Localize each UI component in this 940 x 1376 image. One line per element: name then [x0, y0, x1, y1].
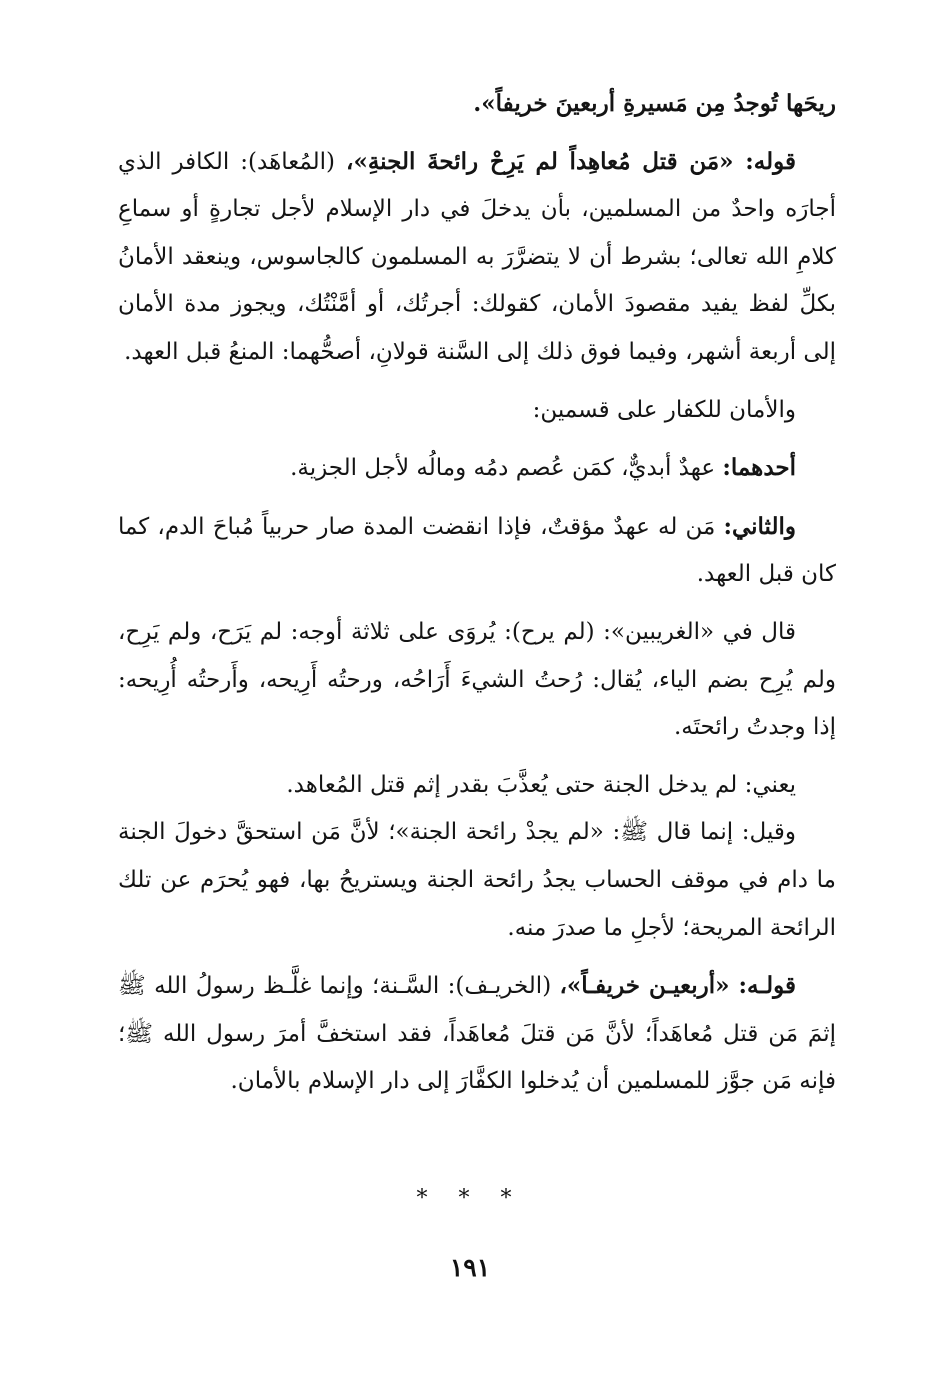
- section-divider: * * *: [416, 1186, 524, 1211]
- page-number: ١٩١: [449, 1253, 491, 1282]
- paragraph-text: والأمان للكفار على قسمين:: [532, 396, 796, 423]
- paragraph-text: عهدٌ أبديٌّ، كمَن عُصم دمُه ومالُه لأجل الجزية.: [290, 455, 723, 482]
- paragraph-first-type: [118, 444, 836, 493]
- paragraph-text: يعني: لم يدخل الجنة حتى يُعذَّبَ بقدر إثم قتل المُعاهد.: [286, 771, 796, 798]
- paragraph-lead: قوله: «مَن قتل مُعاهِداً لم يَرِحْ رائحةَ الجنةِ»،: [346, 147, 796, 175]
- paragraph-forty-autumns: [118, 962, 836, 1106]
- paragraph-hadith-end: [118, 80, 836, 128]
- paragraph-gharibayn-quote: [118, 609, 836, 752]
- page-body: [118, 80, 836, 1106]
- paragraph-lead: أحدهما:: [722, 454, 796, 482]
- paragraph-text: (المُعاهَد): الكافر الذي أجارَه واحدٌ من المسلمين، بأن يدخلَ في دار الإسلام لأجل تجارةٍ أو سماعِ كلامِ الله تعالى؛ بشرط أن لا يتضرَّرَ به المسلمون كالجاسوس، وينعقد الأمانُ بكلِّ لفظ يفيد مقصودَ الأمان، كقولك: أجرتُك، أو أمَّنْتُك، ويجوز مدة الأمان إلى أربعة أشهر، وفيما فوق ذلك إلى السَّنة قولانِ، أصحُّهما: المنعُ قبل العهد.: [118, 148, 836, 365]
- paragraph-text: مَن له عهدٌ مؤقتٌ، فإذا انقضت المدة صار حربياً مُباحَ الدم، كما كان قبل العهد.: [118, 513, 836, 588]
- paragraph-lead: قولـه: «أربعيـن خريفـاً»،: [559, 972, 796, 1000]
- paragraph-meaning: [118, 762, 836, 810]
- paragraph-text: ريحَها تُوجدُ مِن مَسيرةِ أربعينَ خريفاً».: [473, 90, 836, 117]
- paragraph-second-type: [118, 503, 836, 599]
- paragraph-text: (الخريـف): السَّـنة؛ وإنما غلَّـظ رسولُ الله ﷺ إثمَ مَن قتل مُعاهَداً؛ لأنَّ مَن قتلَ مُعاهَداً، فقد استخفَّ أمرَ رسول الله ﷺ؛ فإنه مَن جوَّز للمسلمين أن يُدخلوا الكفَّارَ إلى دار الإسلام بالأمان.: [118, 973, 836, 1095]
- paragraph-text: وقيل: إنما قال ﷺ: «لم يجدْ رائحة الجنة»؛ لأنَّ مَن استحقَّ دخولَ الجنة ما دام في موقف الحساب يجدُ رائحة الجنة ويستريحُ بها، فهو يُحرَم عن تلك الرائحة المريحة؛ لأجلِ ما صدرَ منه.: [118, 819, 836, 941]
- paragraph-text: قال في «الغريبين»: (لم يرح): يُروَى على ثلاثة أوجه: لم يَرَح، ولم يَرِح، ولم يُرِح بضم الياء، يُقال: رُحتُ الشيءَ أَرَاحُه، ورحتُه أَرِيحه، وأَرحتُه أُرِيحه: إذا وجدتُ رائحتَه.: [118, 618, 836, 741]
- paragraph-alternate-view: [118, 809, 836, 952]
- paragraph-aman-types-intro: [118, 387, 836, 435]
- paragraph-lead: والثاني:: [723, 512, 796, 540]
- paragraph-muahid-definition: [118, 138, 836, 377]
